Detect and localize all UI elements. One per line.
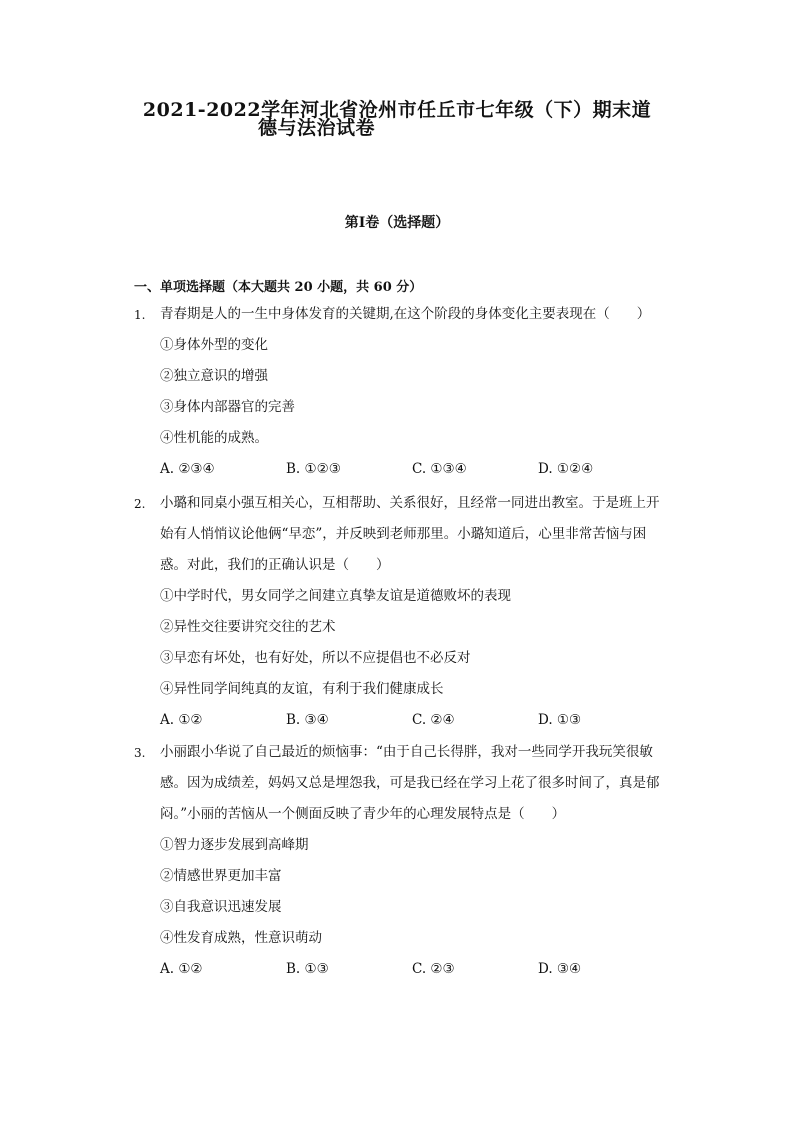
choice-b[interactable]: B. ①②③ <box>286 461 341 477</box>
question-2 <box>134 488 669 736</box>
choice-d[interactable]: D. ③④ <box>538 961 582 977</box>
statement-option: ①身体外型的变化 <box>160 337 268 353</box>
statement-option: ④性机能的成熟。 <box>160 430 268 446</box>
choice-c[interactable]: C. ②③ <box>412 961 455 977</box>
question-stem: 小璐和同桌小强互相关心，互相帮助、关系很好，且经常一同进出教室。于是班上开始有人悄悄议论他俩“早恋”，并反映到老师那里。小璐知道后，心里非常苦恼与困惑。对此，我们的正确认识是（ ） <box>160 495 660 573</box>
choice-b[interactable]: B. ①③ <box>286 961 329 977</box>
statement-option: ②独立意识的增强 <box>160 368 268 384</box>
choice-a[interactable]: A. ①② <box>160 961 203 977</box>
answer-choices <box>160 454 669 485</box>
choice-d[interactable]: D. ①②④ <box>538 461 594 477</box>
question-1 <box>134 299 669 485</box>
statement-option: ③身体内部器官的完善 <box>160 399 295 415</box>
choice-c[interactable]: C. ②④ <box>412 712 455 728</box>
question-stem: 小丽跟小华说了自己最近的烦恼事：“由于自己长得胖，我对一些同学开我玩笑很敏感。因为成绩差，妈妈又总是埋怨我，可是我已经在学习上花了很多时间了，真是郁闷。”小丽的苦恼从一个侧面反映了青少年的心理发展特点是（ ） <box>160 744 660 822</box>
choice-a[interactable]: A. ①② <box>160 712 203 728</box>
question-number: 2. <box>134 497 146 511</box>
question-number: 3. <box>134 746 146 760</box>
part-header: 一、单项选择题（本大题共 20 小题，共 60 分） <box>134 280 423 295</box>
statement-option: ④异性同学间纯真的友谊，有利于我们健康成长 <box>160 681 444 697</box>
statement-option: ①智力逐步发展到高峰期 <box>160 837 309 853</box>
statement-option: ④性发育成熟，性意识萌动 <box>160 930 322 946</box>
statement-option: ②异性交往要讲究交往的艺术 <box>160 619 336 635</box>
choice-a[interactable]: A. ②③④ <box>160 461 215 477</box>
statement-option: ①中学时代，男女同学之间建立真挚友谊是道德败坏的表现 <box>160 588 511 604</box>
document-title-line-1: 2021-2022学年河北省沧州市任丘市七年级（下）期末道 <box>142 99 652 121</box>
choice-d[interactable]: D. ①③ <box>538 712 582 728</box>
statement-option: ③自我意识迅速发展 <box>160 899 282 915</box>
question-number: 1. <box>134 308 146 322</box>
question-3 <box>134 737 669 985</box>
answer-choices <box>160 705 669 736</box>
answer-choices <box>160 954 669 985</box>
choice-b[interactable]: B. ③④ <box>286 712 329 728</box>
statement-option: ②情感世界更加丰富 <box>160 868 282 884</box>
document-title-line-2: 德与法治试卷 <box>258 117 376 139</box>
choice-c[interactable]: C. ①③④ <box>412 461 467 477</box>
statement-option: ③早恋有坏处，也有好处，所以不应提倡也不必反对 <box>160 650 471 666</box>
question-stem: 青春期是人的一生中身体发育的关键期,在这个阶段的身体变化主要表现在（ ） <box>160 306 651 322</box>
section-title: 第I卷（选择题） <box>344 215 450 231</box>
